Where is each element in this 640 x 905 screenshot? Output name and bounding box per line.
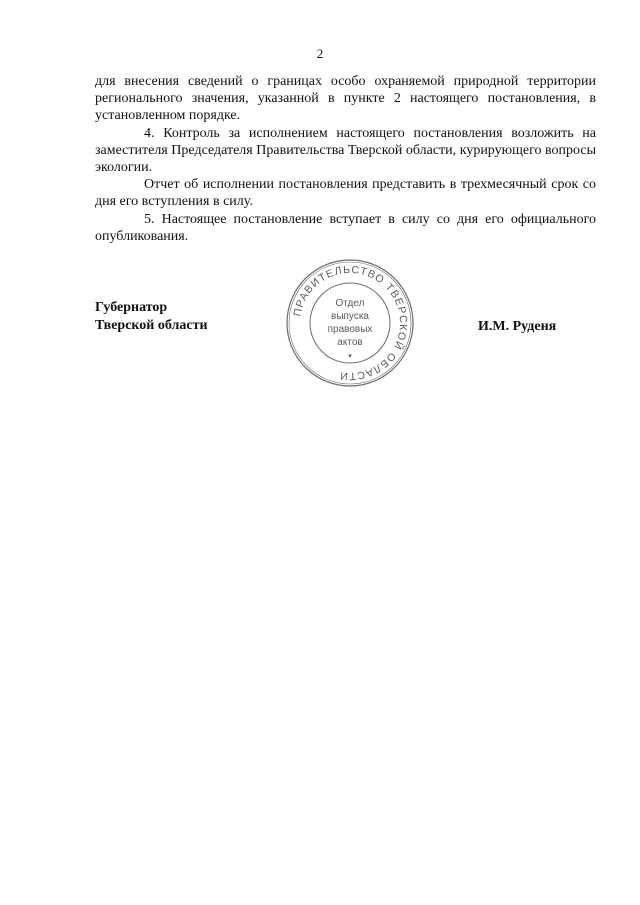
stamp-ring-text: ПРАВИТЕЛЬСТВО ТВЕРСКОЙ ОБЛАСТИ xyxy=(291,263,410,383)
paragraph-item-5: 5. Настоящее постановление вступает в силу со дня его официального опубликования. xyxy=(95,211,596,244)
stamp-star-icon: ▾ xyxy=(348,353,352,360)
stamp-center-line-2: выпуска xyxy=(331,311,369,322)
svg-text:ПРАВИТЕЛЬСТВО ТВЕРСКОЙ ОБЛАСТИ xyxy=(291,264,409,382)
document-body xyxy=(95,73,596,245)
stamp-seal-icon xyxy=(285,258,415,388)
paragraph-item-4: 4. Контроль за исполнением настоящего постановления возложить на заместителя Председателя Правительства Тверской области, курирующего вопросы экологии. xyxy=(95,125,596,176)
stamp-center-line-3: правовых xyxy=(327,324,373,335)
signatory-position-line2: Тверской области xyxy=(95,318,208,333)
signatory-name: И.М. Руденя xyxy=(478,319,557,334)
paragraph-continuation: для внесения сведений о границах особо охраняемой природной территории регионального значения, указанной в пункте 2 настоящего постановления, в установленном порядке. xyxy=(95,74,596,124)
stamp-center-line-4: актов xyxy=(337,337,363,348)
page-number: 2 xyxy=(316,46,324,61)
signatory-position-line1: Губернатор xyxy=(95,300,168,315)
stamp-center-line-1: Отдел xyxy=(335,298,365,309)
signatory-position xyxy=(95,299,208,335)
paragraph-report: Отчет об исполнении постановления представить в трехмесячный срок со дня его вступления в силу. xyxy=(95,177,596,210)
official-stamp xyxy=(285,258,415,388)
